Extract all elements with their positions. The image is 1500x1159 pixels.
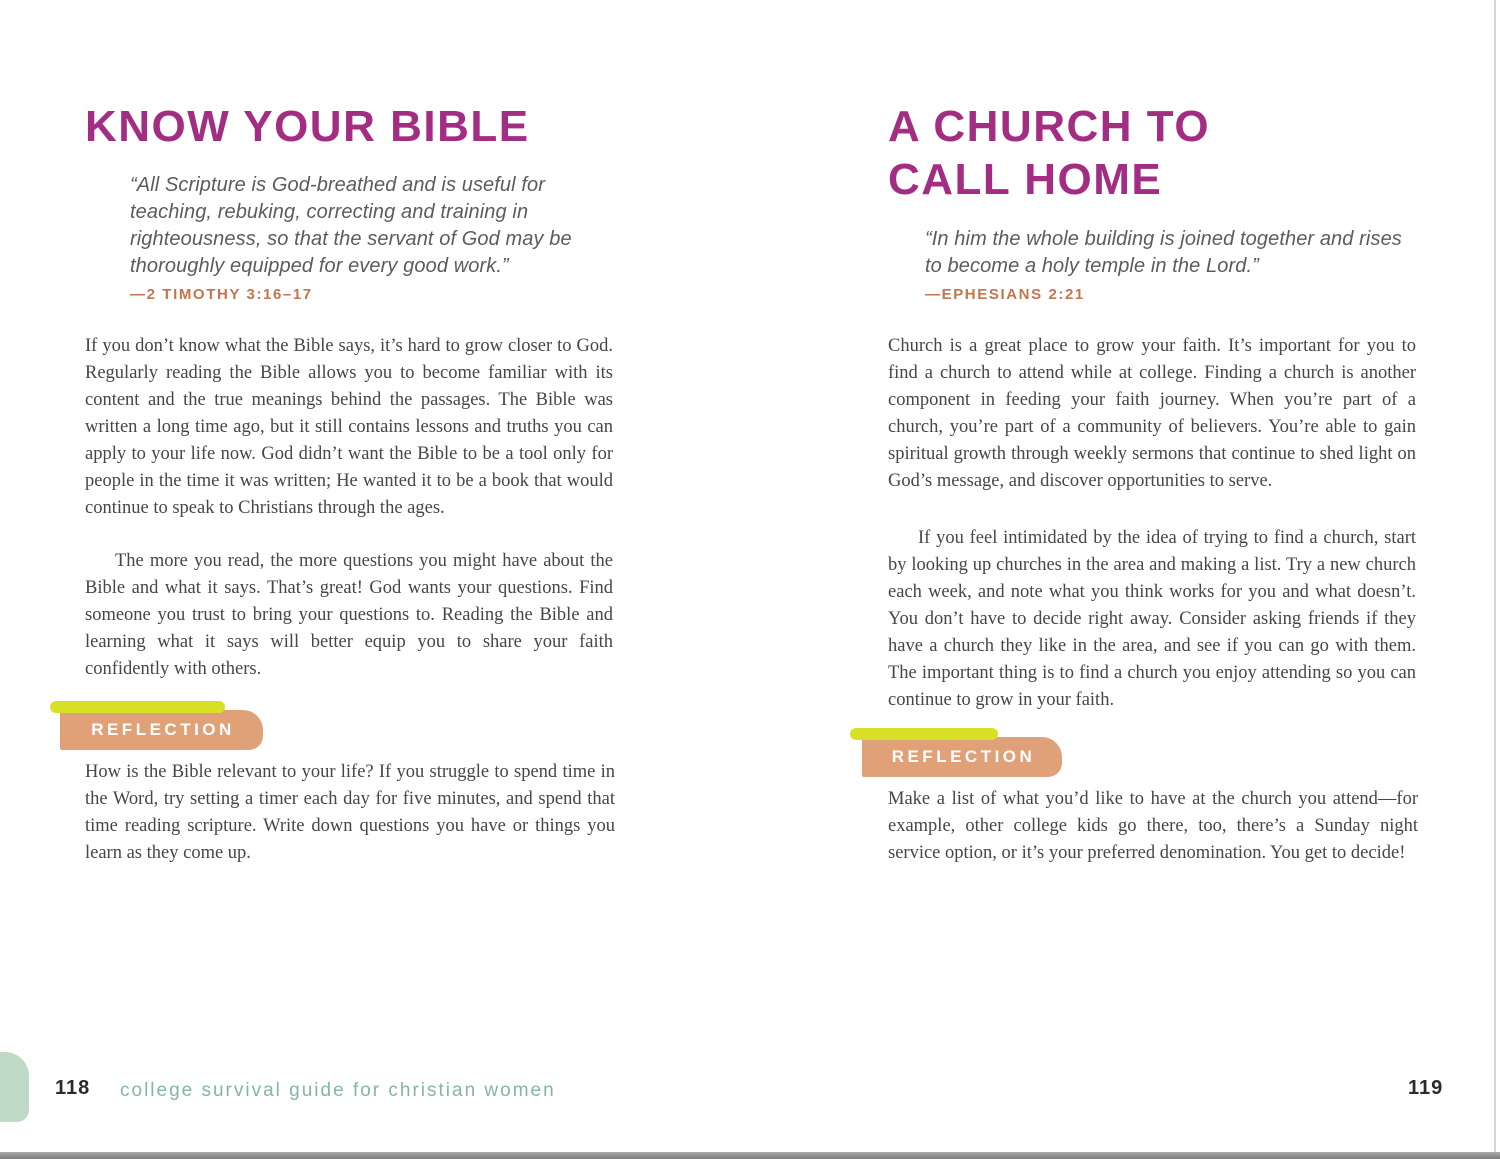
reflection-label: REFLECTION bbox=[891, 747, 1036, 766]
page-number-right: 119 bbox=[1408, 1077, 1444, 1099]
reflection-badge bbox=[60, 710, 263, 750]
body-paragraph: If you feel intimidated by the idea of trying to find a church, start by looking up churches in the area and making a list. Try a new church each week, and note what you think works for you and what doesn’t. You don’t have to decide right away. Consider asking friends if they have a church they like in the area, and see if you can go with them. The important thing is to find a church you enjoy attending so you can continue to grow in your faith. bbox=[888, 528, 1416, 710]
body-paragraph: The more you read, the more questions you might have about the Bible and what it says. That’s great! God wants your questions. Find someone you trust to bring your questions to. Reading the Bible and learning what it says will better equip you to share your faith confidently with others. bbox=[85, 551, 613, 679]
page-number-left: 118 bbox=[55, 1077, 91, 1099]
body-paragraph: If you don’t know what the Bible says, it’s hard to grow closer to God. Regularly reading the Bible allows you to become familiar with its content and the true meanings behind the passages. The Bible was written a long time ago, but it still contains lessons and truths you can apply to your life now. God didn’t want the Bible to be a tool only for people in the time it was written; He wanted it to be a book that would continue to speak to Christians through the ages. bbox=[85, 336, 613, 518]
page-edge-line bbox=[1494, 0, 1496, 1152]
reflection-label: REFLECTION bbox=[91, 720, 235, 739]
chapter-title-line1: A CHURCH TO bbox=[888, 102, 1211, 151]
scripture-quote-right: “In him the whole building is joined together and rises to become a holy temple in the Lord.” bbox=[925, 228, 1402, 277]
reflection-text: Make a list of what you’d like to have at the church you attend—for example, other college kids go there, too, there’s a Sunday night service option, or it’s your preferred denomination. You get to decide! bbox=[888, 789, 1418, 863]
highlight-bar bbox=[50, 701, 225, 713]
reflection-badge bbox=[862, 737, 1062, 777]
chapter-title-right bbox=[888, 100, 1210, 206]
chapter-title-left: KNOW YOUR BIBLE bbox=[85, 102, 530, 151]
scripture-reference-left: —2 TIMOTHY 3:16–17 bbox=[130, 286, 313, 303]
running-title: college survival guide for christian women bbox=[120, 1080, 556, 1101]
body-paragraph: Church is a great place to grow your faith. It’s important for you to find a church to attend while at college. Finding a church is another component in feeding your faith journey. When you’re part of a church, you’re part of a community of believers. You’re able to gain spiritual growth through weekly sermons that continue to shed light on God’s message, and discover opportunities to serve. bbox=[888, 336, 1416, 491]
corner-tab-left bbox=[0, 1052, 29, 1122]
scripture-reference-right: —EPHESIANS 2:21 bbox=[925, 286, 1085, 303]
reflection-text: How is the Bible relevant to your life? If you struggle to spend time in the Word, try setting a timer each day for five minutes, and spend that time reading scripture. Write down questions you have or things you learn as they come up. bbox=[85, 762, 615, 863]
chapter-title-line2: CALL HOME bbox=[888, 155, 1163, 204]
page-right bbox=[750, 0, 1500, 1159]
highlight-bar bbox=[850, 728, 998, 740]
scan-bottom-edge bbox=[0, 1152, 1500, 1159]
scripture-quote-left: “All Scripture is God-breathed and is useful for teaching, rebuking, correcting and training in righteousness, so that the servant of God may be thoroughly equipped for every good work.” bbox=[130, 174, 572, 277]
